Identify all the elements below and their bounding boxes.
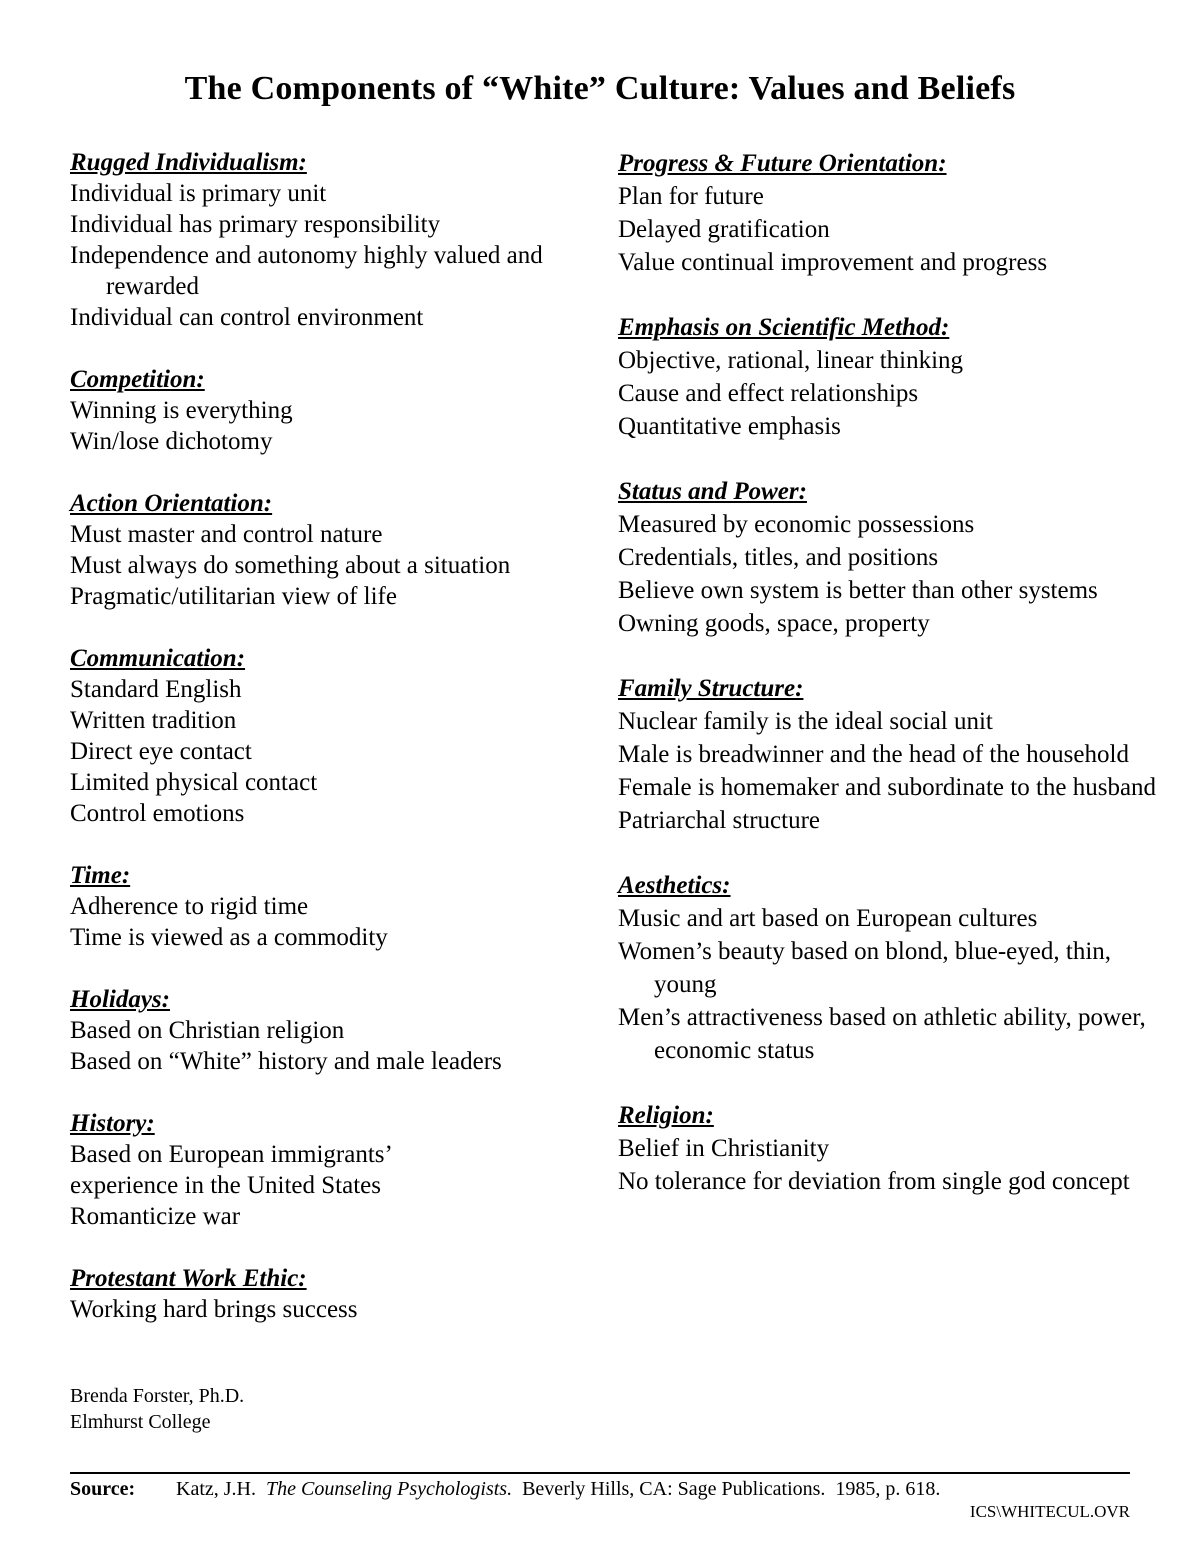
list-item: Working hard brings success [70,1296,358,1323]
source-label: Source: [70,1478,136,1500]
section-heading: Holidays: [70,986,170,1013]
section [70,488,600,612]
list-item: Limited physical contact [70,769,318,796]
list-item: Independence and autonomy highly valued and rewarded [70,242,543,300]
section-heading: Action Orientation: [70,490,273,517]
list-item: Value continual improvement and progress [618,249,1048,276]
section-heading: Time: [70,862,131,889]
list-item: experience in the United States [70,1172,381,1199]
section-heading: History: [70,1110,155,1137]
section [70,860,600,953]
list-item: Must master and control nature [70,521,383,548]
left-column [70,147,600,1356]
author-name: Brenda Forster, Ph.D. [70,1385,245,1407]
list-item: Belief in Christianity [618,1135,830,1162]
author-institution: Elmhurst College [70,1411,211,1433]
source-citation [70,1476,940,1502]
section-heading: Progress & Future Orientation: [618,150,947,177]
list-item: Women’s beauty based on blond, blue-eyed, thin, young [618,938,1112,998]
footer-divider [70,1472,1130,1474]
list-item: Based on “White” history and male leaders [70,1048,502,1075]
list-item: Cause and effect relationships [618,380,919,407]
section-heading: Communication: [70,645,246,672]
list-item: Control emotions [70,800,245,827]
source-year-page: 1985, p. 618. [835,1478,941,1500]
list-item: Believe own system is better than other systems [618,577,1098,604]
list-item: Must always do something about a situation [70,552,511,579]
right-column [618,147,1158,1230]
section [618,1099,1158,1198]
list-item: Plan for future [618,183,764,210]
section-heading: Rugged Individualism: [70,149,307,176]
author-block [70,1383,244,1435]
list-item: Based on Christian religion [70,1017,345,1044]
section [70,984,600,1077]
list-item: Individual can control environment [70,304,424,331]
list-item: Nuclear family is the ideal social unit [618,708,993,735]
section [618,672,1158,837]
section [70,1108,600,1232]
section [70,1263,600,1325]
section-heading: Religion: [618,1102,714,1129]
list-item: Based on European immigrants’ [70,1141,393,1168]
list-item: Measured by economic possessions [618,511,975,538]
section-heading: Status and Power: [618,478,807,505]
file-reference: ICS\WHITECUL.OVR [969,1502,1130,1521]
section-heading: Family Structure: [618,675,804,702]
list-item: No tolerance for deviation from single god concept [618,1168,1130,1195]
list-item: Men’s attractiveness based on athletic ability, power, economic status [618,1004,1146,1064]
list-item: Individual is primary unit [70,180,327,207]
list-item: Quantitative emphasis [618,413,841,440]
section-heading: Aesthetics: [618,872,731,899]
list-item: Male is breadwinner and the head of the household [618,741,1129,768]
source-work: The Counseling Psychologists. [265,1478,513,1500]
list-item: Pragmatic/utilitarian view of life [70,583,397,610]
section [70,643,600,829]
section [70,147,600,333]
list-item: Standard English [70,676,242,703]
section [618,147,1158,279]
list-item: Patriarchal structure [618,807,820,834]
list-item: Written tradition [70,707,237,734]
section [618,311,1158,443]
list-item: Objective, rational, linear thinking [618,347,964,374]
section [618,475,1158,640]
section-heading: Emphasis on Scientific Method: [618,314,950,341]
list-item: Winning is everything [70,397,293,424]
source-author: Katz, J.H. [176,1478,256,1500]
list-item: Direct eye contact [70,738,252,765]
list-item: Individual has primary responsibility [70,211,441,238]
list-item: Adherence to rigid time [70,893,309,920]
list-item: Delayed gratification [618,216,830,243]
list-item: Music and art based on European cultures [618,905,1038,932]
list-item: Owning goods, space, property [618,610,930,637]
list-item: Romanticize war [70,1203,241,1230]
list-item: Credentials, titles, and positions [618,544,939,571]
section [70,364,600,457]
section-heading: Protestant Work Ethic: [70,1265,307,1292]
section-heading: Competition: [70,366,205,393]
document-title: The Components of “White” Culture: Values and Beliefs [184,70,1016,107]
source-publisher: Beverly Hills, CA: Sage Publications. [522,1478,826,1500]
section [618,869,1158,1067]
list-item: Female is homemaker and subordinate to the husband [618,774,1157,801]
list-item: Time is viewed as a commodity [70,924,388,951]
list-item: Win/lose dichotomy [70,428,273,455]
